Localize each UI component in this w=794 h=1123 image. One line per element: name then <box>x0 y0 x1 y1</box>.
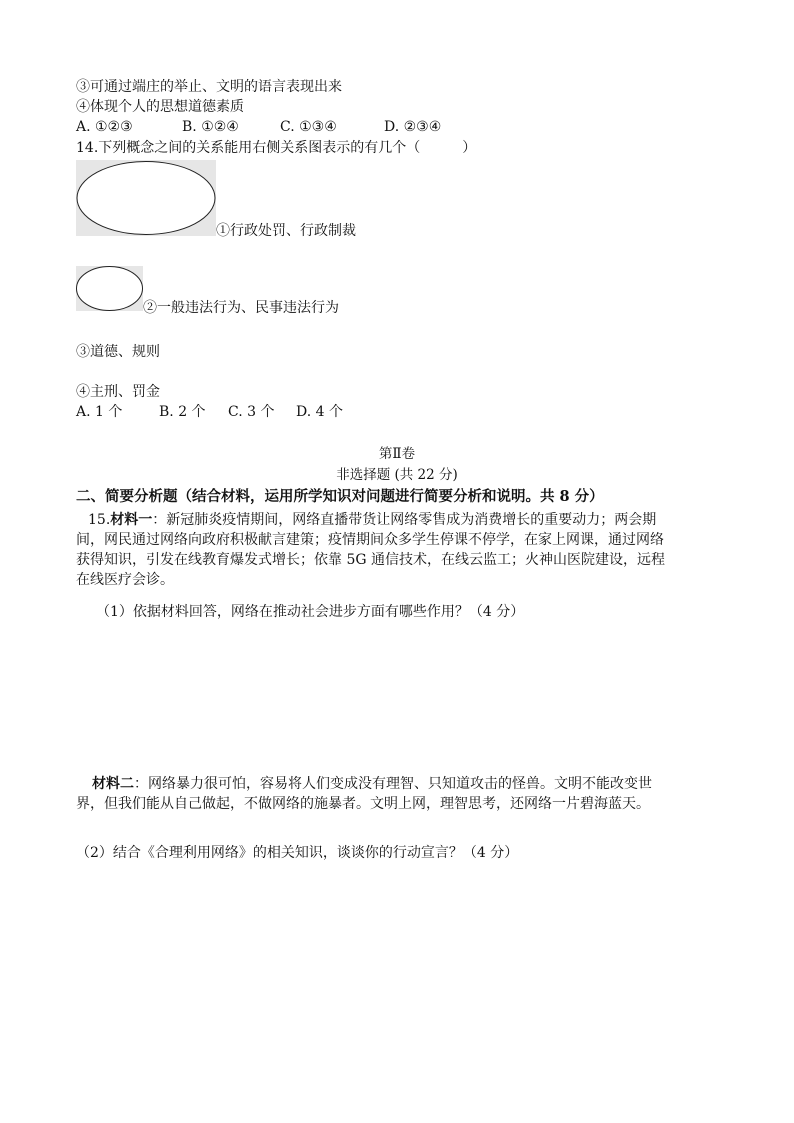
q14-item-3: ③道德、规则 <box>76 344 160 360</box>
q14-option-d: D. 4 个 <box>296 404 343 420</box>
material-2-text: ：网络暴力很可怕，容易将人们变成没有理智、只知道攻击的怪兽。文明不能改变世界，但我们能从自己做起，不做网络的施暴者。文明上网，理智思考，还网络一片碧海蓝天。 <box>76 776 652 812</box>
material-1-text: ：新冠肺炎疫情期间，网络直播带货让网络零售成为消费增长的重要动力；两会期间，网民通过网络向政府积极献言建策；疫情期间众多学生停课不停学，在家上网课，通过网络获得知识，引发在线教育爆发式增长；依靠 5G 通信技术，在线云监工；火神山医院建设，远程在线医疗会诊。 <box>76 512 665 588</box>
q15-subquestion-1: （1）依据材料回答，网络在推动社会进步方面有哪些作用？（4 分） <box>96 604 525 620</box>
q14-option-c: C. 3 个 <box>228 404 275 420</box>
material-1-label: 材料一 <box>110 512 153 528</box>
large-ellipse-diagram <box>76 160 216 236</box>
q15-material-2 <box>76 774 676 814</box>
material-2-label: 材料二 <box>92 776 134 792</box>
q14-option-a: A. 1 个 <box>76 404 123 420</box>
q14-item-4: ④主刑、罚金 <box>76 384 160 400</box>
q15-number: 15. <box>88 512 111 528</box>
q13-option-d: D. ②③④ <box>384 119 442 135</box>
q13-option-a: A. ①②③ <box>76 119 133 135</box>
q13-options <box>76 117 441 137</box>
part2-subtitle: 非选择题 (共 22 分) <box>336 467 458 483</box>
q13-option-c: C. ①③④ <box>280 119 337 135</box>
q14-item-2: ②一般违法行为、民事违法行为 <box>143 300 339 316</box>
q14-item-1: ①行政处罚、行政制裁 <box>216 223 356 239</box>
q14-options <box>76 402 343 422</box>
part2-title: 第Ⅱ卷 <box>378 446 416 462</box>
q14-option-b: B. 2 个 <box>159 404 206 420</box>
q14-stem: 14.下列概念之间的关系能用右侧关系图表示的有几个（ ） <box>76 140 477 156</box>
q13-option-b: B. ①②④ <box>182 119 239 135</box>
q13-item-4: ④体现个人的思想道德素质 <box>76 99 244 115</box>
q13-item-3: ③可通过端庄的举止、文明的语言表现出来 <box>76 79 342 95</box>
q15-subquestion-2: （2）结合《合理利用网络》的相关知识，谈谈你的行动宣言？（4 分） <box>76 845 519 861</box>
q15-material-1 <box>76 510 676 590</box>
small-ellipse-diagram <box>76 266 143 311</box>
section-heading: 二、简要分析题（结合材料，运用所学知识对问题进行简要分析和说明。共 8 分） <box>76 488 604 505</box>
